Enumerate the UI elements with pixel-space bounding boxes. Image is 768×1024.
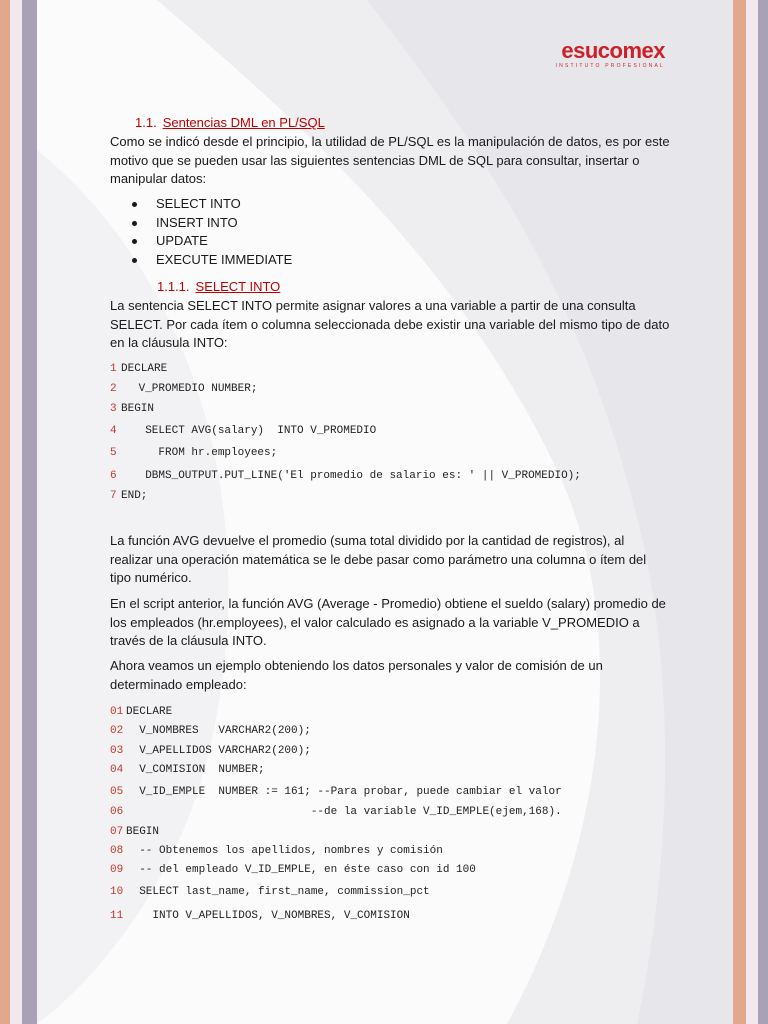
script-explanation-paragraph: En el script anterior, la función AVG (Average - Promedio) obtiene el sueldo (salary) promedio de los empleados (hr.employees), el valor calculado es asignado a la variable V_PROMEDIO a través de la cláusula INTO. — [110, 596, 666, 648]
right-border-stripe-1 — [758, 0, 768, 1024]
line-number: 11 — [110, 910, 124, 922]
avg-explanation-paragraph: La función AVG devuelve el promedio (suma total dividido por la cantidad de registros), al realizar una operación matemática se le debe pasar como parámetro una columna o ítem del tipo numérico. — [110, 533, 647, 585]
list-item: UPDATE — [132, 232, 292, 251]
logo-name: esucomex — [561, 38, 665, 63]
code-line: BEGIN — [126, 826, 160, 838]
line-number: 07 — [110, 826, 124, 838]
code-line: DBMS_OUTPUT.PUT_LINE('El promedio de salario es: ' || V_PROMEDIO); — [132, 470, 581, 482]
section-title: Sentencias DML en PL/SQL — [162, 115, 325, 130]
left-border-stripe-1 — [0, 0, 10, 1024]
code-line: -- del empleado V_ID_EMPLE, en éste caso con id 100 — [126, 864, 476, 876]
code-line: V_NOMBRES VARCHAR2(200); — [126, 725, 311, 737]
select-into-description: La sentencia SELECT INTO permite asignar valores a una variable a partir de una consulta SELECT. Por cada ítem o columna seleccionada debe existir una variable del mismo tipo de dato en la cláusula INTO: — [110, 298, 670, 350]
section-title: SELECT INTO — [195, 279, 281, 294]
line-number: 5 — [110, 447, 117, 459]
line-number: 10 — [110, 886, 124, 898]
code-line: END; — [121, 490, 148, 502]
code-line: SELECT last_name, first_name, commission_pct — [126, 886, 430, 898]
right-border-stripe-2 — [746, 0, 758, 1024]
section-number: 1.1. — [135, 115, 157, 130]
code-line: SELECT AVG(salary) INTO V_PROMEDIO — [132, 425, 377, 437]
code-line: DECLARE — [121, 363, 168, 375]
code-line: -- Obtenemos los apellidos, nombres y comisión — [126, 845, 443, 857]
line-number: 01 — [110, 706, 124, 718]
logo-tagline: INSTITUTO PROFESIONAL — [555, 63, 665, 69]
left-border-stripe-3 — [22, 0, 37, 1024]
line-number: 09 — [110, 864, 124, 876]
line-number: 7 — [110, 490, 117, 502]
example-intro-paragraph: Ahora veamos un ejemplo obteniendo los datos personales y valor de comisión de un determinado empleado: — [110, 658, 603, 692]
line-number: 1 — [110, 363, 117, 375]
intro-paragraph: Como se indicó desde el principio, la utilidad de PL/SQL es la manipulación de datos, es por este motivo que se pueden usar las siguientes sentencias DML de SQL para consultar, insertar o manipular datos: — [110, 134, 670, 186]
left-border-stripe-2 — [10, 0, 22, 1024]
line-number: 04 — [110, 764, 124, 776]
line-number: 6 — [110, 470, 117, 482]
code-line: V_COMISION NUMBER; — [126, 764, 265, 776]
line-number: 3 — [110, 403, 117, 415]
dml-statement-list — [132, 195, 292, 269]
section-number: 1.1.1. — [157, 279, 190, 294]
list-item: SELECT INTO — [132, 195, 292, 214]
line-number: 2 — [110, 383, 117, 395]
code-line: BEGIN — [121, 403, 155, 415]
section-heading-1-1-1 — [157, 278, 280, 297]
line-number: 05 — [110, 786, 124, 798]
section-heading-1-1 — [135, 114, 325, 133]
code-line: DECLARE — [126, 706, 173, 718]
right-border-stripe-3 — [733, 0, 746, 1024]
code-line: V_APELLIDOS VARCHAR2(200); — [126, 745, 311, 757]
code-line: INTO V_APELLIDOS, V_NOMBRES, V_COMISION — [126, 910, 410, 922]
document-page — [37, 0, 733, 1024]
list-item: EXECUTE IMMEDIATE — [132, 251, 292, 270]
line-number: 02 — [110, 725, 124, 737]
list-item: INSERT INTO — [132, 214, 292, 233]
line-number: 03 — [110, 745, 124, 757]
line-number: 06 — [110, 806, 124, 818]
code-line: V_PROMEDIO NUMBER; — [132, 383, 258, 395]
code-line: V_ID_EMPLE NUMBER := 161; --Para probar, puede cambiar el valor — [126, 786, 562, 798]
code-line: FROM hr.employees; — [132, 447, 278, 459]
line-number: 08 — [110, 845, 124, 857]
code-line: --de la variable V_ID_EMPLE(ejem,168). — [126, 806, 562, 818]
esucomex-logo — [556, 40, 665, 69]
line-number: 4 — [110, 425, 117, 437]
